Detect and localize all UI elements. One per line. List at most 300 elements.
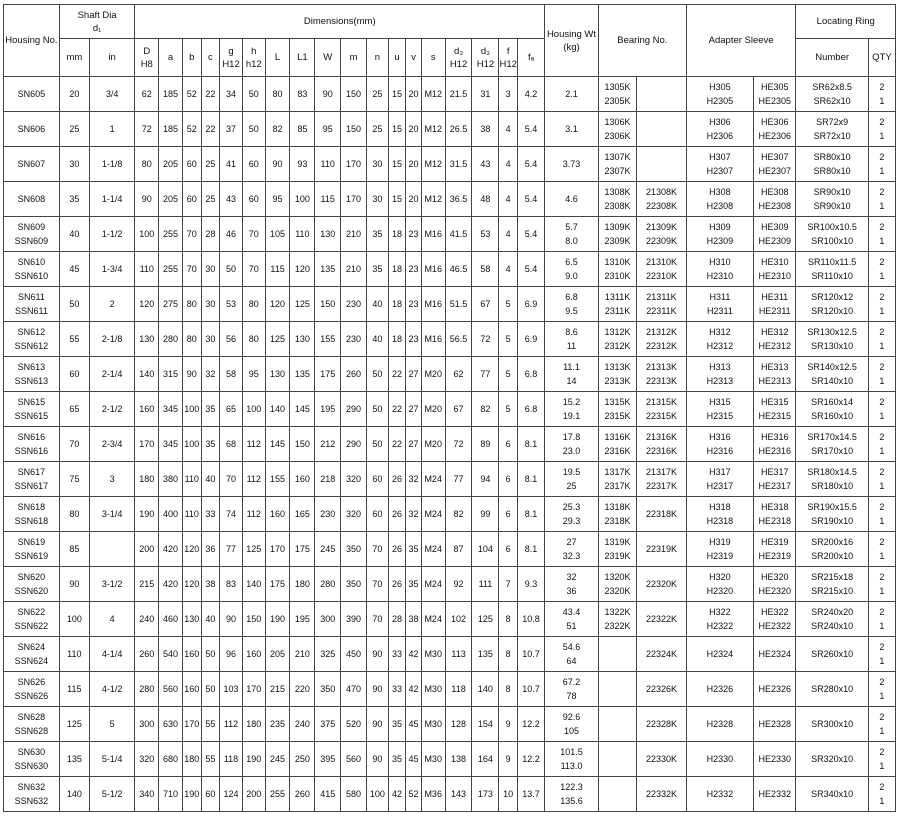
cell-brg1-line-1: 1305K xyxy=(604,82,631,92)
cell-qty-line-2: 1 xyxy=(879,166,885,176)
cell-wt-line-1: 5.7 xyxy=(565,222,578,232)
cell-housing-line-2: SSN624 xyxy=(14,656,49,666)
cell-d2: 102 xyxy=(445,602,472,637)
cell-L1: 220 xyxy=(290,672,315,707)
cell-wt-line-2: 36 xyxy=(566,586,577,596)
cell-L: 170 xyxy=(265,532,290,567)
cell-L1: 250 xyxy=(290,742,315,777)
cell-qty-line-1: 2 xyxy=(879,432,885,442)
cell-qty xyxy=(868,112,895,147)
cell-b: 52 xyxy=(182,112,201,147)
cell-wt xyxy=(545,497,599,532)
cell-brg1 xyxy=(598,567,636,602)
cell-L: 155 xyxy=(265,462,290,497)
cell-D: 180 xyxy=(135,462,159,497)
cell-qty-line-1: 2 xyxy=(879,187,885,197)
cell-in: 2-1/8 xyxy=(89,322,135,357)
cell-c: 28 xyxy=(201,217,220,252)
cell-f: 8 xyxy=(499,602,518,637)
cell-brg2 xyxy=(637,672,687,707)
cell-sl2 xyxy=(754,112,796,147)
cell-ring xyxy=(796,602,868,637)
cell-b: 120 xyxy=(182,532,201,567)
cell-sl1-line-2: H2317 xyxy=(706,481,734,491)
cell-W: 135 xyxy=(315,252,341,287)
cell-ring xyxy=(796,357,868,392)
cell-brg1 xyxy=(598,602,636,637)
cell-W: 230 xyxy=(315,497,341,532)
cell-housing xyxy=(4,392,60,427)
cell-ring-line-1: SR160x14 xyxy=(811,397,854,407)
cell-fa: 8.1 xyxy=(517,532,544,567)
cell-s: M24 xyxy=(421,532,445,567)
cell-wt-line-1: 67.2 xyxy=(562,677,581,687)
cell-d3: 77 xyxy=(472,357,499,392)
cell-brg1 xyxy=(598,497,636,532)
table-row xyxy=(4,567,896,602)
cell-D: 90 xyxy=(135,182,159,217)
header-D xyxy=(135,39,159,77)
cell-s: M36 xyxy=(421,777,445,812)
cell-qty-line-1: 2 xyxy=(879,782,885,792)
cell-sl2-line-2: HE2312 xyxy=(758,341,792,351)
cell-a: 710 xyxy=(159,777,183,812)
cell-wt xyxy=(545,462,599,497)
cell-in: 1-1/8 xyxy=(89,147,135,182)
cell-brg2 xyxy=(637,287,687,322)
cell-sl2 xyxy=(754,357,796,392)
cell-W: 115 xyxy=(315,182,341,217)
table-row xyxy=(4,637,896,672)
cell-qty-line-1: 2 xyxy=(879,537,885,547)
cell-qty xyxy=(868,392,895,427)
header-d3-label: d₃ xyxy=(480,45,490,57)
cell-housing-line-1: SN608 xyxy=(17,194,46,204)
cell-s: M30 xyxy=(421,672,445,707)
cell-a: 420 xyxy=(159,567,183,602)
cell-brg1-line-1: 1316K xyxy=(604,432,631,442)
header-s: s xyxy=(421,39,445,77)
cell-brg1 xyxy=(598,637,636,672)
cell-g: 118 xyxy=(220,742,243,777)
cell-b: 110 xyxy=(182,462,201,497)
cell-u: 15 xyxy=(388,147,406,182)
cell-sl1-line-1: H305 xyxy=(709,82,731,92)
cell-wt xyxy=(545,357,599,392)
cell-sl1 xyxy=(686,637,753,672)
cell-brg1-line-2: 2313K xyxy=(604,376,631,386)
cell-d2: 143 xyxy=(445,777,472,812)
cell-s: M20 xyxy=(421,357,445,392)
cell-ring-line-1: SR240x20 xyxy=(811,607,854,617)
cell-d2: 128 xyxy=(445,707,472,742)
cell-housing-line-2: SSN610 xyxy=(14,271,49,281)
cell-brg1 xyxy=(598,427,636,462)
cell-brg2-line-2: 22328K xyxy=(645,719,677,729)
cell-qty-line-1: 2 xyxy=(879,327,885,337)
cell-sl1 xyxy=(686,497,753,532)
header-housing-no: Housing No. xyxy=(4,5,60,77)
cell-c: 40 xyxy=(201,602,220,637)
header-fa: fₐ xyxy=(517,39,544,77)
cell-qty xyxy=(868,777,895,812)
table-header xyxy=(4,5,896,77)
cell-ring-line-1: SR170x14.5 xyxy=(807,432,857,442)
cell-n: 30 xyxy=(367,147,389,182)
cell-n: 90 xyxy=(367,672,389,707)
cell-sl1-line-2: H2326 xyxy=(706,684,734,694)
cell-d3: 89 xyxy=(472,427,499,462)
cell-v: 23 xyxy=(406,322,422,357)
cell-housing-line-2: SSN611 xyxy=(15,306,48,316)
cell-ring-line-2: SR160x10 xyxy=(811,411,854,421)
cell-sl1-line-2: H2307 xyxy=(706,166,734,176)
cell-sl2-line-1: HE319 xyxy=(760,537,789,547)
cell-b: 160 xyxy=(182,672,201,707)
cell-housing xyxy=(4,742,60,777)
cell-sl2 xyxy=(754,777,796,812)
cell-c: 25 xyxy=(201,147,220,182)
cell-c: 30 xyxy=(201,287,220,322)
cell-n: 25 xyxy=(367,112,389,147)
header-in: in xyxy=(89,39,135,77)
cell-qty-line-2: 1 xyxy=(879,271,885,281)
cell-sl2 xyxy=(754,707,796,742)
header-d3 xyxy=(472,39,499,77)
cell-sl2 xyxy=(754,567,796,602)
cell-d3: 43 xyxy=(472,147,499,182)
cell-mm: 135 xyxy=(59,742,89,777)
cell-wt-line-1: 8.6 xyxy=(565,327,578,337)
cell-f: 5 xyxy=(499,357,518,392)
cell-f: 7 xyxy=(499,567,518,602)
cell-sl1-line-1: H320 xyxy=(709,572,731,582)
cell-wt-line-2: 64 xyxy=(566,656,577,666)
cell-sl1 xyxy=(686,532,753,567)
cell-in: 1-3/4 xyxy=(89,252,135,287)
cell-u: 22 xyxy=(388,427,406,462)
cell-wt-line-2: 25 xyxy=(566,481,577,491)
cell-d2: 36.5 xyxy=(445,182,472,217)
cell-brg1-line-2: 2309K xyxy=(604,236,631,246)
header-d3-tol: H12 xyxy=(476,58,495,70)
cell-v: 32 xyxy=(406,462,422,497)
cell-c: 40 xyxy=(201,462,220,497)
cell-in: 2-3/4 xyxy=(89,427,135,462)
cell-qty-line-1: 2 xyxy=(879,712,885,722)
cell-in: 5 xyxy=(89,707,135,742)
table-row xyxy=(4,217,896,252)
cell-qty-line-1: 2 xyxy=(879,222,885,232)
cell-brg1 xyxy=(598,357,636,392)
cell-L1: 145 xyxy=(290,392,315,427)
cell-sl1 xyxy=(686,462,753,497)
header-g-tol: H12 xyxy=(222,58,240,70)
cell-qty xyxy=(868,602,895,637)
cell-ring-line-2: SR300x10 xyxy=(811,719,854,729)
cell-sl2-line-2: HE2309 xyxy=(758,236,792,246)
cell-L1: 83 xyxy=(290,77,315,112)
cell-qty xyxy=(868,707,895,742)
cell-sl2-line-1: HE313 xyxy=(760,362,789,372)
cell-wt xyxy=(545,602,599,637)
cell-ring-line-2: SR320x10 xyxy=(811,754,854,764)
cell-brg1-line-1: 1320K xyxy=(604,572,631,582)
cell-D: 80 xyxy=(135,147,159,182)
cell-wt-line-2: 23.0 xyxy=(562,446,581,456)
cell-wt-line-2: 78 xyxy=(566,691,577,701)
cell-sl1-line-2: H2306 xyxy=(706,131,734,141)
header-n: n xyxy=(367,39,389,77)
cell-u: 33 xyxy=(388,637,406,672)
cell-qty xyxy=(868,322,895,357)
cell-qty-line-2: 1 xyxy=(879,306,885,316)
cell-a: 345 xyxy=(159,392,183,427)
cell-d3: 135 xyxy=(472,637,499,672)
cell-sl2 xyxy=(754,322,796,357)
cell-L: 105 xyxy=(265,217,290,252)
cell-v: 45 xyxy=(406,742,422,777)
cell-sl1-line-1: H317 xyxy=(709,467,731,477)
cell-ring-line-1: SR190x15.5 xyxy=(807,502,857,512)
cell-wt-line-2: 14 xyxy=(566,376,577,386)
cell-brg1-line-1: 1307K xyxy=(604,152,631,162)
cell-h: 70 xyxy=(242,217,265,252)
cell-b: 100 xyxy=(182,392,201,427)
header-housing-wt-unit: (kg) xyxy=(563,41,580,53)
cell-ring xyxy=(796,392,868,427)
cell-in: 2-1/2 xyxy=(89,392,135,427)
cell-c: 38 xyxy=(201,567,220,602)
cell-D: 300 xyxy=(135,707,159,742)
cell-h: 70 xyxy=(242,252,265,287)
header-bearing-no: Bearing No. xyxy=(598,5,686,77)
cell-c: 60 xyxy=(201,777,220,812)
cell-brg1 xyxy=(598,217,636,252)
cell-fa: 10.7 xyxy=(517,672,544,707)
cell-L: 245 xyxy=(265,742,290,777)
cell-mm: 110 xyxy=(59,637,89,672)
cell-in: 1 xyxy=(89,112,135,147)
cell-u: 15 xyxy=(388,112,406,147)
cell-d3: 140 xyxy=(472,672,499,707)
cell-W: 175 xyxy=(315,357,341,392)
cell-h: 112 xyxy=(242,462,265,497)
cell-housing-line-2: SSN613 xyxy=(14,376,49,386)
cell-W: 195 xyxy=(315,392,341,427)
cell-mm: 125 xyxy=(59,707,89,742)
cell-D: 130 xyxy=(135,322,159,357)
cell-wt-line-2: 135.6 xyxy=(560,796,583,806)
cell-mm: 115 xyxy=(59,672,89,707)
cell-W: 95 xyxy=(315,112,341,147)
cell-a: 560 xyxy=(159,672,183,707)
header-shaft-dia-symbol: d₁ xyxy=(92,22,102,34)
cell-sl2-line-1: HE316 xyxy=(760,432,789,442)
cell-wt xyxy=(545,427,599,462)
cell-h: 50 xyxy=(242,77,265,112)
cell-v: 23 xyxy=(406,217,422,252)
cell-L1: 240 xyxy=(290,707,315,742)
cell-u: 26 xyxy=(388,497,406,532)
cell-wt xyxy=(545,742,599,777)
cell-g: 37 xyxy=(220,112,243,147)
cell-g: 56 xyxy=(220,322,243,357)
cell-wt xyxy=(545,182,599,217)
cell-brg1 xyxy=(598,742,636,777)
cell-L1: 150 xyxy=(290,427,315,462)
cell-v: 23 xyxy=(406,287,422,322)
cell-sl2-line-2: HE2316 xyxy=(758,446,792,456)
cell-brg1 xyxy=(598,392,636,427)
cell-ring-line-2: SR100x10 xyxy=(811,236,854,246)
cell-c: 30 xyxy=(201,252,220,287)
cell-qty-line-1: 2 xyxy=(879,397,885,407)
cell-mm: 50 xyxy=(59,287,89,322)
cell-d3: 31 xyxy=(472,77,499,112)
cell-sl1 xyxy=(686,217,753,252)
header-g-label: g xyxy=(228,45,234,57)
cell-brg2-line-2: 22317K xyxy=(645,481,677,491)
cell-sl2-line-2: HE2311 xyxy=(758,306,791,316)
cell-in: 4 xyxy=(89,602,135,637)
cell-a: 255 xyxy=(159,252,183,287)
cell-brg2 xyxy=(637,427,687,462)
cell-a: 185 xyxy=(159,112,183,147)
cell-sl2-line-1: HE322 xyxy=(760,607,789,617)
cell-brg2 xyxy=(637,392,687,427)
header-m: m xyxy=(341,39,367,77)
cell-brg2-line-2: 22315K xyxy=(645,411,677,421)
cell-qty-line-2: 1 xyxy=(879,691,885,701)
cell-d2: 56.5 xyxy=(445,322,472,357)
cell-wt-line-1: 27 xyxy=(566,537,577,547)
cell-housing xyxy=(4,252,60,287)
cell-mm: 85 xyxy=(59,532,89,567)
cell-brg1-line-2: 2312K xyxy=(604,341,631,351)
cell-ring-line-1: SR110x11.5 xyxy=(808,257,857,267)
cell-ring xyxy=(796,637,868,672)
cell-wt-line-1: 17.8 xyxy=(562,432,581,442)
cell-wt-line-1: 92.6 xyxy=(562,712,581,722)
cell-s: M24 xyxy=(421,602,445,637)
cell-housing-line-2: SSN622 xyxy=(14,621,49,631)
cell-W: 375 xyxy=(315,707,341,742)
cell-wt-line-2: 113.0 xyxy=(560,761,583,771)
table-row xyxy=(4,427,896,462)
header-b: b xyxy=(182,39,201,77)
cell-b: 190 xyxy=(182,777,201,812)
cell-wt-line-1: 19.5 xyxy=(562,467,581,477)
cell-brg1 xyxy=(598,287,636,322)
spec-table-wrapper xyxy=(3,4,896,812)
cell-sl2-line-1: HE306 xyxy=(760,117,789,127)
cell-housing xyxy=(4,77,60,112)
table-row xyxy=(4,322,896,357)
cell-sl2 xyxy=(754,672,796,707)
cell-ring xyxy=(796,287,868,322)
cell-brg1-line-1: 1312K xyxy=(604,327,631,337)
cell-d2: 92 xyxy=(445,567,472,602)
cell-h: 125 xyxy=(242,532,265,567)
cell-brg2-line-2: 22324K xyxy=(645,649,677,659)
cell-ring xyxy=(796,567,868,602)
cell-sl1-line-2: H2324 xyxy=(706,649,734,659)
cell-housing xyxy=(4,112,60,147)
cell-m: 230 xyxy=(341,322,367,357)
cell-brg1-line-2: 2308K xyxy=(604,201,631,211)
cell-sl2 xyxy=(754,147,796,182)
cell-L: 130 xyxy=(265,357,290,392)
cell-W: 155 xyxy=(315,322,341,357)
cell-f: 4 xyxy=(499,112,518,147)
cell-f: 4 xyxy=(499,182,518,217)
header-h-tol: h12 xyxy=(245,58,262,70)
cell-sl1-line-2: H2305 xyxy=(706,96,734,106)
cell-housing xyxy=(4,567,60,602)
cell-ring-line-1: SR80x10 xyxy=(813,152,851,162)
cell-v: 35 xyxy=(406,567,422,602)
table-row xyxy=(4,532,896,567)
cell-wt-line-2: 105 xyxy=(563,726,580,736)
cell-m: 470 xyxy=(341,672,367,707)
cell-brg2-line-2: 22330K xyxy=(645,754,677,764)
cell-u: 15 xyxy=(388,182,406,217)
cell-sl1-line-1: H308 xyxy=(709,187,731,197)
cell-h: 170 xyxy=(242,672,265,707)
cell-brg2-line-1: 21308K xyxy=(645,187,677,197)
cell-m: 290 xyxy=(341,427,367,462)
cell-g: 112 xyxy=(220,707,243,742)
cell-sl1-line-2: H2322 xyxy=(706,621,734,631)
cell-b: 130 xyxy=(182,602,201,637)
cell-ring xyxy=(796,77,868,112)
cell-sl1 xyxy=(686,112,753,147)
cell-brg1 xyxy=(598,252,636,287)
cell-brg1-line-1: 1322K xyxy=(604,607,631,617)
cell-qty-line-2: 1 xyxy=(879,411,885,421)
cell-d3: 99 xyxy=(472,497,499,532)
cell-sl1 xyxy=(686,427,753,462)
header-u: u xyxy=(388,39,406,77)
cell-fa: 8.1 xyxy=(517,497,544,532)
cell-housing xyxy=(4,602,60,637)
cell-f: 5 xyxy=(499,287,518,322)
cell-housing-line-1: SN611 xyxy=(18,292,45,302)
cell-ring-line-1: SR215x18 xyxy=(811,572,854,582)
cell-brg2 xyxy=(637,742,687,777)
cell-sl2-line-2: HE2324 xyxy=(758,649,792,659)
cell-W: 350 xyxy=(315,672,341,707)
table-row xyxy=(4,672,896,707)
cell-L1: 165 xyxy=(290,497,315,532)
cell-sl1 xyxy=(686,602,753,637)
cell-wt-line-2: 29.3 xyxy=(562,516,581,526)
cell-housing xyxy=(4,672,60,707)
header-row-1 xyxy=(4,5,896,39)
cell-qty-line-1: 2 xyxy=(879,747,885,757)
cell-d3: 82 xyxy=(472,392,499,427)
cell-ring xyxy=(796,532,868,567)
cell-h: 60 xyxy=(242,147,265,182)
cell-qty-line-1: 2 xyxy=(879,257,885,267)
cell-m: 580 xyxy=(341,777,367,812)
cell-ring xyxy=(796,462,868,497)
cell-s: M20 xyxy=(421,427,445,462)
cell-sl1 xyxy=(686,147,753,182)
cell-ring-line-1: SR180x14.5 xyxy=(807,467,857,477)
cell-ring-line-2: SR62x10 xyxy=(813,96,851,106)
